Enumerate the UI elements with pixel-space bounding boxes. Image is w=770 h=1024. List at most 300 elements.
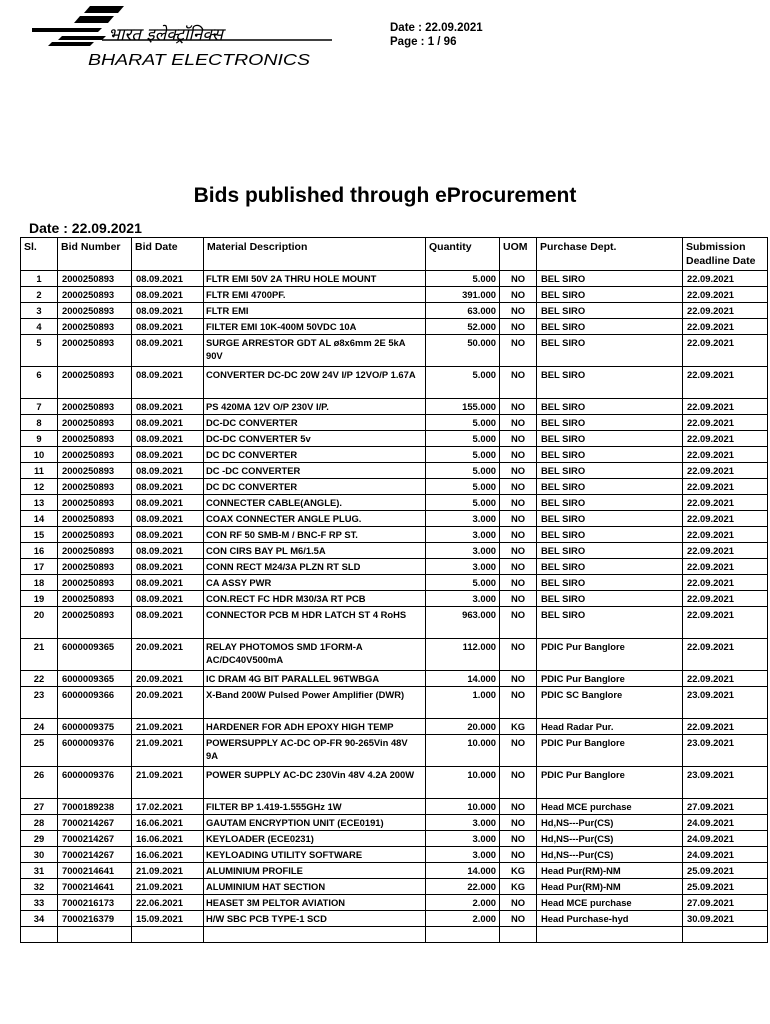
- cell-bid-date: 08.09.2021: [132, 415, 204, 431]
- cell-material-description: KEYLOADING UTILITY SOFTWARE: [204, 847, 426, 863]
- cell-sl: 12: [21, 479, 58, 495]
- cell-uom: NO: [500, 671, 537, 687]
- cell-quantity: 10.000: [426, 799, 500, 815]
- cell-submission-deadline: 24.09.2021: [683, 815, 768, 831]
- cell-submission-deadline: 22.09.2021: [683, 479, 768, 495]
- cell-purchase-dept: BEL SIRO: [537, 575, 683, 591]
- cell-purchase-dept: Head Pur(RM)-NM: [537, 863, 683, 879]
- cell-submission-deadline: 27.09.2021: [683, 799, 768, 815]
- cell-submission-deadline: 22.09.2021: [683, 607, 768, 639]
- table-row: [21, 319, 768, 335]
- cell-material-description: CONVERTER DC-DC 20W 24V I/P 12VO/P 1.67A: [204, 367, 426, 399]
- cell-bid-date: 16.06.2021: [132, 831, 204, 847]
- cell-sl: 20: [21, 607, 58, 639]
- cell-quantity: 5.000: [426, 479, 500, 495]
- cell-uom: NO: [500, 319, 537, 335]
- cell-material-description: FLTR EMI 4700PF.: [204, 287, 426, 303]
- cell-uom: KG: [500, 719, 537, 735]
- table-row: [21, 719, 768, 735]
- table-row: [21, 735, 768, 767]
- cell-uom: NO: [500, 687, 537, 719]
- cell-sl: 11: [21, 463, 58, 479]
- cell-quantity: 5.000: [426, 431, 500, 447]
- cell-sl: 10: [21, 447, 58, 463]
- cell-bid-number: 2000250893: [58, 591, 132, 607]
- table-row: [21, 911, 768, 927]
- cell-purchase-dept: Head Radar Pur.: [537, 719, 683, 735]
- cell-quantity: 3.000: [426, 543, 500, 559]
- cell-bid-date: 08.09.2021: [132, 479, 204, 495]
- cell-uom: NO: [500, 799, 537, 815]
- table-row: [21, 879, 768, 895]
- cell-quantity: 22.000: [426, 879, 500, 895]
- cell-material-description: DC-DC CONVERTER: [204, 415, 426, 431]
- header-page: Page : 1 / 96: [390, 36, 457, 48]
- table-row: [21, 527, 768, 543]
- cell-uom: NO: [500, 591, 537, 607]
- cell-sl: 24: [21, 719, 58, 735]
- cell-uom: NO: [500, 847, 537, 863]
- cell-sl: 26: [21, 767, 58, 799]
- cell-bid-number: 2000250893: [58, 367, 132, 399]
- cell-submission-deadline: 22.09.2021: [683, 575, 768, 591]
- cell-purchase-dept: BEL SIRO: [537, 527, 683, 543]
- cell-bid-date: 08.09.2021: [132, 399, 204, 415]
- cell-bid-date: 08.09.2021: [132, 607, 204, 639]
- cell-submission-deadline: 24.09.2021: [683, 831, 768, 847]
- table-row: [21, 271, 768, 287]
- cell-purchase-dept: BEL SIRO: [537, 479, 683, 495]
- cell-bid-number: 7000214267: [58, 831, 132, 847]
- cell-submission-deadline: 22.09.2021: [683, 415, 768, 431]
- cell-quantity: 10.000: [426, 767, 500, 799]
- cell-material-description: DC-DC CONVERTER 5v: [204, 431, 426, 447]
- cell-sl: 27: [21, 799, 58, 815]
- cell-uom: NO: [500, 575, 537, 591]
- cell-uom: NO: [500, 447, 537, 463]
- cell-bid-number: 7000214641: [58, 863, 132, 879]
- cell-quantity: 3.000: [426, 815, 500, 831]
- cell-uom: NO: [500, 735, 537, 767]
- cell-bid-number: 6000009365: [58, 671, 132, 687]
- cell-bid-date: 08.09.2021: [132, 591, 204, 607]
- cell-purchase-dept: Head Purchase-hyd: [537, 911, 683, 927]
- cell-submission-deadline: 23.09.2021: [683, 687, 768, 719]
- cell-quantity: 1.000: [426, 687, 500, 719]
- cell-quantity: 963.000: [426, 607, 500, 639]
- table-row: [21, 895, 768, 911]
- table-row: [21, 767, 768, 799]
- col-header-uom: UOM: [500, 238, 537, 271]
- cell-material-description: FLTR EMI: [204, 303, 426, 319]
- table-row: [21, 543, 768, 559]
- cell-bid-date: 20.09.2021: [132, 687, 204, 719]
- cell-submission-deadline: 22.09.2021: [683, 447, 768, 463]
- cell-quantity: 52.000: [426, 319, 500, 335]
- cell-bid-number: 2000250893: [58, 287, 132, 303]
- cell-sl: 5: [21, 335, 58, 367]
- cell-submission-deadline: 22.09.2021: [683, 335, 768, 367]
- cell-sl: 4: [21, 319, 58, 335]
- cell-bid-date: 08.09.2021: [132, 495, 204, 511]
- table-row: [21, 415, 768, 431]
- cell-bid-date: 08.09.2021: [132, 287, 204, 303]
- cell-purchase-dept: BEL SIRO: [537, 447, 683, 463]
- cell-bid-number: 2000250893: [58, 527, 132, 543]
- cell-submission-deadline: 22.09.2021: [683, 463, 768, 479]
- cell-purchase-dept: BEL SIRO: [537, 303, 683, 319]
- cell-bid-number: 2000250893: [58, 447, 132, 463]
- cell-bid-date: 21.09.2021: [132, 719, 204, 735]
- table-row: [21, 863, 768, 879]
- cell-purchase-dept: BEL SIRO: [537, 559, 683, 575]
- cell-bid-date: 08.09.2021: [132, 367, 204, 399]
- table-row: [21, 575, 768, 591]
- cell-purchase-dept: BEL SIRO: [537, 607, 683, 639]
- cell-sl: 13: [21, 495, 58, 511]
- cell-material-description: POWER SUPPLY AC-DC 230Vin 48V 4.2A 200W: [204, 767, 426, 799]
- cell-bid-date: 20.09.2021: [132, 671, 204, 687]
- cell-sl: 30: [21, 847, 58, 863]
- cell-submission-deadline: 22.09.2021: [683, 671, 768, 687]
- cell-bid-number: 2000250893: [58, 543, 132, 559]
- cell-sl: 33: [21, 895, 58, 911]
- cell-quantity: 5.000: [426, 271, 500, 287]
- cell-sl: 15: [21, 527, 58, 543]
- cell-bid-date: 21.09.2021: [132, 863, 204, 879]
- cell-bid-number: 7000216173: [58, 895, 132, 911]
- table-row: [21, 463, 768, 479]
- cell-bid-date: 08.09.2021: [132, 463, 204, 479]
- cell-purchase-dept: BEL SIRO: [537, 463, 683, 479]
- table-row-empty: [21, 927, 768, 943]
- cell-material-description: DC DC CONVERTER: [204, 479, 426, 495]
- cell-purchase-dept: BEL SIRO: [537, 415, 683, 431]
- cell-bid-number: 2000250893: [58, 479, 132, 495]
- cell-bid-date: 08.09.2021: [132, 447, 204, 463]
- cell-empty: [21, 927, 58, 943]
- cell-material-description: ALUMINIUM HAT SECTION: [204, 879, 426, 895]
- cell-purchase-dept: Head Pur(RM)-NM: [537, 879, 683, 895]
- cell-empty: [537, 927, 683, 943]
- logo-english-text: BHARAT ELECTRONICS: [88, 52, 311, 69]
- cell-quantity: 3.000: [426, 527, 500, 543]
- cell-material-description: HARDENER FOR ADH EPOXY HIGH TEMP: [204, 719, 426, 735]
- cell-bid-number: 6000009366: [58, 687, 132, 719]
- cell-bid-number: 2000250893: [58, 511, 132, 527]
- cell-sl: 22: [21, 671, 58, 687]
- cell-empty: [58, 927, 132, 943]
- cell-material-description: KEYLOADER (ECE0231): [204, 831, 426, 847]
- cell-material-description: CA ASSY PWR: [204, 575, 426, 591]
- cell-submission-deadline: 22.09.2021: [683, 639, 768, 671]
- table-row: [21, 447, 768, 463]
- cell-purchase-dept: BEL SIRO: [537, 591, 683, 607]
- header-info: [390, 21, 483, 49]
- cell-bid-date: 17.02.2021: [132, 799, 204, 815]
- cell-submission-deadline: 22.09.2021: [683, 719, 768, 735]
- cell-bid-number: 2000250893: [58, 463, 132, 479]
- cell-uom: NO: [500, 639, 537, 671]
- cell-quantity: 3.000: [426, 831, 500, 847]
- cell-submission-deadline: 25.09.2021: [683, 863, 768, 879]
- cell-bid-date: 08.09.2021: [132, 431, 204, 447]
- cell-bid-date: 21.09.2021: [132, 767, 204, 799]
- cell-uom: NO: [500, 463, 537, 479]
- cell-bid-number: 6000009376: [58, 767, 132, 799]
- cell-purchase-dept: BEL SIRO: [537, 495, 683, 511]
- cell-bid-number: 7000214267: [58, 815, 132, 831]
- cell-quantity: 5.000: [426, 575, 500, 591]
- cell-uom: NO: [500, 559, 537, 575]
- col-header-material-description: Material Description: [204, 238, 426, 271]
- cell-material-description: PS 420MA 12V O/P 230V I/P.: [204, 399, 426, 415]
- cell-quantity: 2.000: [426, 895, 500, 911]
- cell-bid-number: 2000250893: [58, 415, 132, 431]
- cell-uom: NO: [500, 815, 537, 831]
- cell-quantity: 5.000: [426, 447, 500, 463]
- cell-uom: NO: [500, 543, 537, 559]
- cell-sl: 8: [21, 415, 58, 431]
- cell-sl: 31: [21, 863, 58, 879]
- cell-uom: NO: [500, 911, 537, 927]
- col-header-purchase-dept: Purchase Dept.: [537, 238, 683, 271]
- cell-material-description: FILTER BP 1.419-1.555GHz 1W: [204, 799, 426, 815]
- cell-purchase-dept: BEL SIRO: [537, 399, 683, 415]
- cell-bid-date: 08.09.2021: [132, 527, 204, 543]
- cell-quantity: 50.000: [426, 335, 500, 367]
- cell-uom: NO: [500, 287, 537, 303]
- table-row: [21, 799, 768, 815]
- col-header-sl: Sl.: [21, 238, 58, 271]
- cell-submission-deadline: 22.09.2021: [683, 399, 768, 415]
- cell-bid-number: 7000216379: [58, 911, 132, 927]
- cell-uom: NO: [500, 479, 537, 495]
- cell-bid-date: 08.09.2021: [132, 335, 204, 367]
- table-row: [21, 815, 768, 831]
- cell-quantity: 3.000: [426, 511, 500, 527]
- cell-sl: 29: [21, 831, 58, 847]
- cell-quantity: 3.000: [426, 847, 500, 863]
- cell-bid-date: 15.09.2021: [132, 911, 204, 927]
- cell-uom: NO: [500, 367, 537, 399]
- logo-hindi-text: भारत इलेक्ट्रॉनिक्स: [108, 25, 224, 45]
- cell-material-description: X-Band 200W Pulsed Power Amplifier (DWR): [204, 687, 426, 719]
- cell-material-description: CONN RECT M24/3A PLZN RT SLD: [204, 559, 426, 575]
- cell-bid-number: 2000250893: [58, 303, 132, 319]
- table-row: [21, 495, 768, 511]
- cell-submission-deadline: 22.09.2021: [683, 559, 768, 575]
- cell-material-description: IC DRAM 4G BIT PARALLEL 96TWBGA: [204, 671, 426, 687]
- table-row: [21, 511, 768, 527]
- report-date: Date : 22.09.2021: [29, 220, 142, 236]
- cell-bid-date: 08.09.2021: [132, 575, 204, 591]
- cell-material-description: CONNECTER CABLE(ANGLE).: [204, 495, 426, 511]
- cell-sl: 21: [21, 639, 58, 671]
- cell-material-description: HEASET 3M PELTOR AVIATION: [204, 895, 426, 911]
- cell-purchase-dept: BEL SIRO: [537, 543, 683, 559]
- cell-purchase-dept: Hd,NS---Pur(CS): [537, 831, 683, 847]
- table-row: [21, 479, 768, 495]
- cell-sl: 16: [21, 543, 58, 559]
- cell-material-description: FILTER EMI 10K-400M 50VDC 10A: [204, 319, 426, 335]
- cell-quantity: 112.000: [426, 639, 500, 671]
- header-date: Date : 22.09.2021: [390, 22, 483, 34]
- cell-uom: NO: [500, 511, 537, 527]
- cell-material-description: GAUTAM ENCRYPTION UNIT (ECE0191): [204, 815, 426, 831]
- table-row: [21, 671, 768, 687]
- cell-submission-deadline: 22.09.2021: [683, 591, 768, 607]
- table-row: [21, 607, 768, 639]
- cell-purchase-dept: BEL SIRO: [537, 319, 683, 335]
- cell-quantity: 63.000: [426, 303, 500, 319]
- cell-submission-deadline: 22.09.2021: [683, 319, 768, 335]
- cell-material-description: POWERSUPPLY AC-DC OP-FR 90-265Vin 48V 9A: [204, 735, 426, 767]
- cell-submission-deadline: 27.09.2021: [683, 895, 768, 911]
- cell-bid-number: 2000250893: [58, 271, 132, 287]
- bel-logo: [32, 4, 332, 74]
- table-row: [21, 831, 768, 847]
- cell-uom: KG: [500, 879, 537, 895]
- cell-bid-date: 16.06.2021: [132, 815, 204, 831]
- cell-bid-number: 6000009365: [58, 639, 132, 671]
- cell-bid-date: 08.09.2021: [132, 303, 204, 319]
- cell-bid-date: 22.06.2021: [132, 895, 204, 911]
- cell-material-description: COAX CONNECTER ANGLE PLUG.: [204, 511, 426, 527]
- cell-quantity: 391.000: [426, 287, 500, 303]
- cell-sl: 32: [21, 879, 58, 895]
- cell-submission-deadline: 22.09.2021: [683, 527, 768, 543]
- bids-table: [20, 237, 768, 943]
- col-header-bid-date: Bid Date: [132, 238, 204, 271]
- cell-submission-deadline: 30.09.2021: [683, 911, 768, 927]
- cell-quantity: 14.000: [426, 863, 500, 879]
- cell-submission-deadline: 23.09.2021: [683, 767, 768, 799]
- cell-sl: 25: [21, 735, 58, 767]
- cell-purchase-dept: PDIC Pur Banglore: [537, 671, 683, 687]
- cell-sl: 1: [21, 271, 58, 287]
- cell-material-description: H/W SBC PCB TYPE-1 SCD: [204, 911, 426, 927]
- cell-uom: NO: [500, 831, 537, 847]
- cell-material-description: SURGE ARRESTOR GDT AL ø8x6mm 2E 5kA 90V: [204, 335, 426, 367]
- cell-purchase-dept: PDIC Pur Banglore: [537, 639, 683, 671]
- cell-empty: [132, 927, 204, 943]
- cell-submission-deadline: 22.09.2021: [683, 271, 768, 287]
- cell-uom: NO: [500, 895, 537, 911]
- cell-purchase-dept: BEL SIRO: [537, 271, 683, 287]
- cell-bid-number: 2000250893: [58, 559, 132, 575]
- cell-bid-number: 2000250893: [58, 607, 132, 639]
- cell-quantity: 5.000: [426, 495, 500, 511]
- page-title: Bids published through eProcurement: [193, 184, 577, 207]
- cell-quantity: 5.000: [426, 367, 500, 399]
- cell-purchase-dept: BEL SIRO: [537, 335, 683, 367]
- table-row: [21, 591, 768, 607]
- cell-sl: 17: [21, 559, 58, 575]
- cell-uom: NO: [500, 303, 537, 319]
- table-header-row: [21, 238, 768, 271]
- cell-quantity: 5.000: [426, 415, 500, 431]
- cell-material-description: CONNECTOR PCB M HDR LATCH ST 4 RoHS: [204, 607, 426, 639]
- cell-purchase-dept: BEL SIRO: [537, 511, 683, 527]
- table-row: [21, 687, 768, 719]
- cell-bid-number: 2000250893: [58, 319, 132, 335]
- cell-purchase-dept: BEL SIRO: [537, 367, 683, 399]
- cell-sl: 9: [21, 431, 58, 447]
- cell-purchase-dept: Head MCE purchase: [537, 895, 683, 911]
- cell-submission-deadline: 22.09.2021: [683, 543, 768, 559]
- cell-sl: 18: [21, 575, 58, 591]
- cell-quantity: 3.000: [426, 559, 500, 575]
- cell-submission-deadline: 23.09.2021: [683, 735, 768, 767]
- col-header-submission-deadline: Submission Deadline Date: [683, 238, 768, 271]
- cell-empty: [500, 927, 537, 943]
- cell-submission-deadline: 22.09.2021: [683, 287, 768, 303]
- cell-sl: 34: [21, 911, 58, 927]
- cell-bid-number: 7000214267: [58, 847, 132, 863]
- cell-uom: KG: [500, 863, 537, 879]
- col-header-bid-number: Bid Number: [58, 238, 132, 271]
- cell-bid-date: 08.09.2021: [132, 543, 204, 559]
- cell-bid-date: 08.09.2021: [132, 511, 204, 527]
- cell-quantity: 20.000: [426, 719, 500, 735]
- cell-submission-deadline: 22.09.2021: [683, 303, 768, 319]
- cell-quantity: 14.000: [426, 671, 500, 687]
- cell-bid-number: 6000009375: [58, 719, 132, 735]
- cell-submission-deadline: 22.09.2021: [683, 511, 768, 527]
- cell-material-description: DC DC CONVERTER: [204, 447, 426, 463]
- cell-bid-number: 6000009376: [58, 735, 132, 767]
- cell-purchase-dept: PDIC SC Banglore: [537, 687, 683, 719]
- table-row: [21, 559, 768, 575]
- cell-bid-number: 7000214641: [58, 879, 132, 895]
- cell-quantity: 3.000: [426, 591, 500, 607]
- cell-sl: 2: [21, 287, 58, 303]
- cell-bid-date: 21.09.2021: [132, 735, 204, 767]
- cell-purchase-dept: PDIC Pur Banglore: [537, 735, 683, 767]
- cell-sl: 3: [21, 303, 58, 319]
- cell-uom: NO: [500, 431, 537, 447]
- cell-empty: [204, 927, 426, 943]
- cell-uom: NO: [500, 607, 537, 639]
- table-row: [21, 847, 768, 863]
- cell-bid-number: 2000250893: [58, 495, 132, 511]
- cell-bid-date: 08.09.2021: [132, 319, 204, 335]
- cell-bid-number: 2000250893: [58, 431, 132, 447]
- cell-empty: [683, 927, 768, 943]
- cell-purchase-dept: Head MCE purchase: [537, 799, 683, 815]
- table-row: [21, 431, 768, 447]
- cell-material-description: DC -DC CONVERTER: [204, 463, 426, 479]
- cell-submission-deadline: 22.09.2021: [683, 431, 768, 447]
- table-row: [21, 367, 768, 399]
- cell-sl: 23: [21, 687, 58, 719]
- cell-submission-deadline: 25.09.2021: [683, 879, 768, 895]
- cell-purchase-dept: Hd,NS---Pur(CS): [537, 815, 683, 831]
- cell-quantity: 155.000: [426, 399, 500, 415]
- col-header-quantity: Quantity: [426, 238, 500, 271]
- table-row: [21, 335, 768, 367]
- cell-material-description: CON RF 50 SMB-M / BNC-F RP ST.: [204, 527, 426, 543]
- cell-bid-date: 08.09.2021: [132, 559, 204, 575]
- table-row: [21, 399, 768, 415]
- cell-submission-deadline: 22.09.2021: [683, 495, 768, 511]
- cell-sl: 28: [21, 815, 58, 831]
- cell-uom: NO: [500, 767, 537, 799]
- cell-submission-deadline: 22.09.2021: [683, 367, 768, 399]
- table-row: [21, 303, 768, 319]
- cell-empty: [426, 927, 500, 943]
